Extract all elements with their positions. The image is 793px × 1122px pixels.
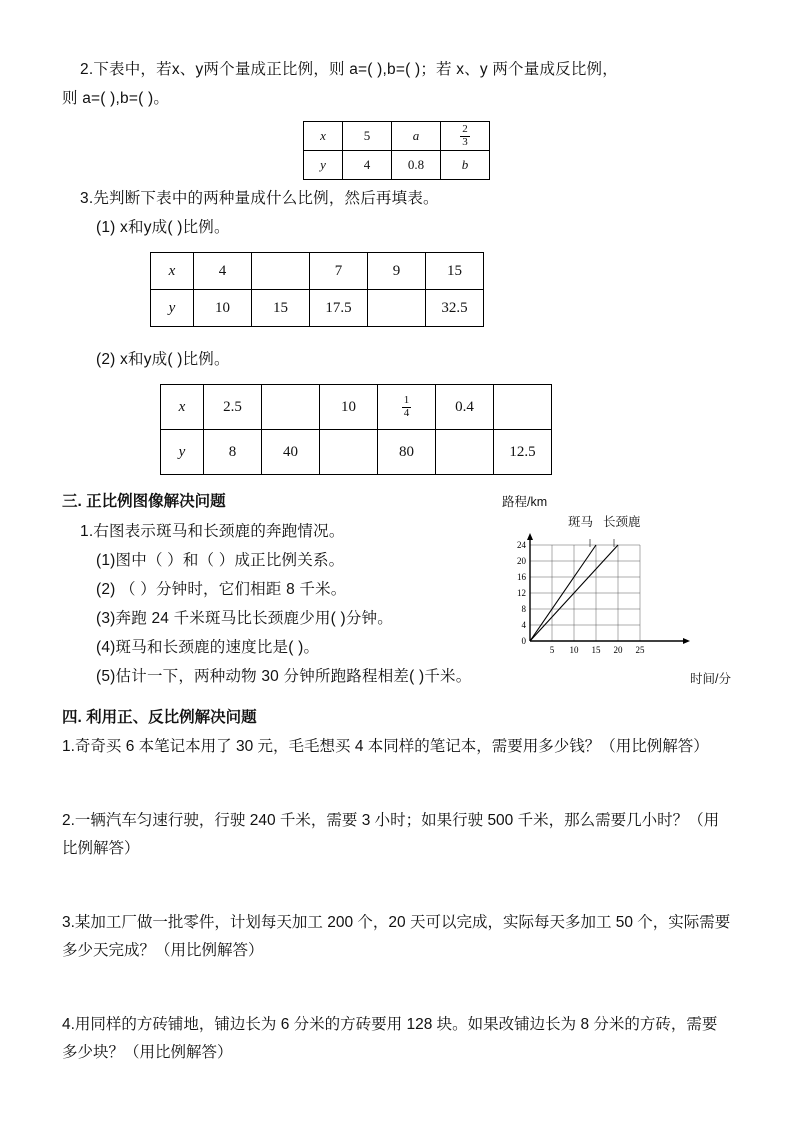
- question-3-table-2: [160, 384, 552, 475]
- question-2-line-1: 2.下表中，若x、y两个量成正比例，则 a=( ),b=( )；若 x、y 两个量成反比例，: [80, 61, 618, 78]
- cell: 5: [343, 122, 392, 151]
- section-3-line-0: 1.右图表示斑马和长颈鹿的奔跑情况。: [80, 523, 345, 540]
- problem-4: 4.用同样的方砖铺地，铺边长为 6 分米的方砖要用 128 块。如果改铺边长为 8 分米的方砖，需要多少块？（用比例解答）: [62, 1016, 718, 1061]
- table-row: [161, 385, 552, 430]
- table-row: [151, 253, 484, 290]
- question-3-line-1: 3.先判断下表中的两种量成什么比例，然后再填表。: [80, 190, 439, 207]
- question-3-sub-1: (1) x和y成( )比例。: [96, 219, 230, 236]
- svg-text:0: 0: [521, 636, 526, 646]
- cell-x-label: x: [151, 253, 194, 290]
- fraction-two-thirds: $\frac{2}{3}$: [462, 122, 468, 148]
- cell: 7: [310, 253, 368, 290]
- question-2-table: [303, 121, 490, 180]
- section-3-title: 三. 正比例图像解决问题: [62, 493, 226, 510]
- svg-text:12: 12: [517, 588, 526, 598]
- cell-y-label: y: [161, 430, 204, 475]
- cell: 9: [368, 253, 426, 290]
- cell: 10: [320, 385, 378, 430]
- section-3-line-5: (5)估计一下，两种动物 30 分钟所跑路程相差( )千米。: [96, 668, 472, 685]
- cell-y-label: y: [151, 290, 194, 327]
- svg-text:24: 24: [517, 540, 526, 550]
- cell: [368, 290, 426, 327]
- table-row: [304, 122, 490, 151]
- cell: 17.5: [310, 290, 368, 327]
- chart-svg: [490, 531, 720, 663]
- fraction-one-fourth: $\frac{1}{4}$: [403, 393, 410, 419]
- chart-y-axis-title: 路程/km: [502, 495, 548, 509]
- cell-y-label: y: [304, 151, 343, 180]
- svg-text:5: 5: [549, 645, 555, 655]
- cell: 4: [343, 151, 392, 180]
- cell-x-label: x: [161, 385, 204, 430]
- svg-text:4: 4: [521, 620, 526, 630]
- svg-text:8: 8: [521, 604, 526, 614]
- cell: 80: [378, 430, 436, 475]
- cell: [320, 430, 378, 475]
- section-3-line-4: (4)斑马和长颈鹿的速度比是( )。: [96, 639, 320, 656]
- chart-legend: [568, 512, 735, 530]
- section-4-title: 四. 利用正、反比例解决问题: [62, 709, 257, 726]
- cell: [436, 430, 494, 475]
- svg-text:15: 15: [591, 645, 601, 655]
- question-3-sub-2: (2) x和y成( )比例。: [96, 351, 230, 368]
- cell: 0.8: [392, 151, 441, 180]
- cell: 0.4: [436, 385, 494, 430]
- problem-3: 3.某加工厂做一批零件，计划每天加工 200 个，20 天可以完成，实际每天多加工 50 个，实际需要多少天完成？（用比例解答）: [62, 914, 731, 959]
- cell: a: [392, 122, 441, 151]
- problem-1: 1.奇奇买 6 本笔记本用了 30 元，毛毛想买 4 本同样的笔记本，需要用多少钱？（用比例解答）: [62, 738, 709, 755]
- cell: 2.5: [204, 385, 262, 430]
- svg-text:16: 16: [517, 572, 526, 582]
- cell: 40: [262, 430, 320, 475]
- section-3-line-1: (1)图中（ ）和（ ）成正比例关系。: [96, 552, 345, 569]
- legend-item-zebra: 斑马: [568, 515, 594, 529]
- cell: [252, 253, 310, 290]
- section-3-line-2: (2) （ ）分钟时，它们相距 8 千米。: [96, 581, 347, 598]
- table-row: [304, 151, 490, 180]
- cell: 32.5: [426, 290, 484, 327]
- section-4-problems: [62, 733, 731, 1067]
- svg-text:20: 20: [517, 556, 526, 566]
- cell: [378, 385, 436, 430]
- question-2-line-2: 则 a=( ),b=( )。: [62, 90, 170, 107]
- table-row: [161, 430, 552, 475]
- cell: 15: [252, 290, 310, 327]
- question-3-table-1: [150, 252, 484, 327]
- cell: 12.5: [494, 430, 552, 475]
- svg-text:20: 20: [613, 645, 623, 655]
- chart-x-axis-title: 时间/分: [690, 672, 731, 686]
- section-3-line-3: (3)奔跑 24 千米斑马比长颈鹿少用( )分钟。: [96, 610, 393, 627]
- legend-item-giraffe: 长颈鹿: [603, 515, 641, 529]
- cell-x-label: x: [304, 122, 343, 151]
- cell: 10: [194, 290, 252, 327]
- cell: 8: [204, 430, 262, 475]
- table-row: [151, 290, 484, 327]
- cell: 4: [194, 253, 252, 290]
- cell: 15: [426, 253, 484, 290]
- svg-text:25: 25: [635, 645, 645, 655]
- cell: b: [441, 151, 490, 180]
- cell: [262, 385, 320, 430]
- problem-2: 2.一辆汽车匀速行驶，行驶 240 千米，需要 3 小时；如果行驶 500 千米，那么需要几小时？（用比例解答）: [62, 812, 720, 857]
- svg-text:10: 10: [569, 645, 579, 655]
- cell: [494, 385, 552, 430]
- proportion-line-chart: [490, 492, 735, 687]
- cell: [441, 122, 490, 151]
